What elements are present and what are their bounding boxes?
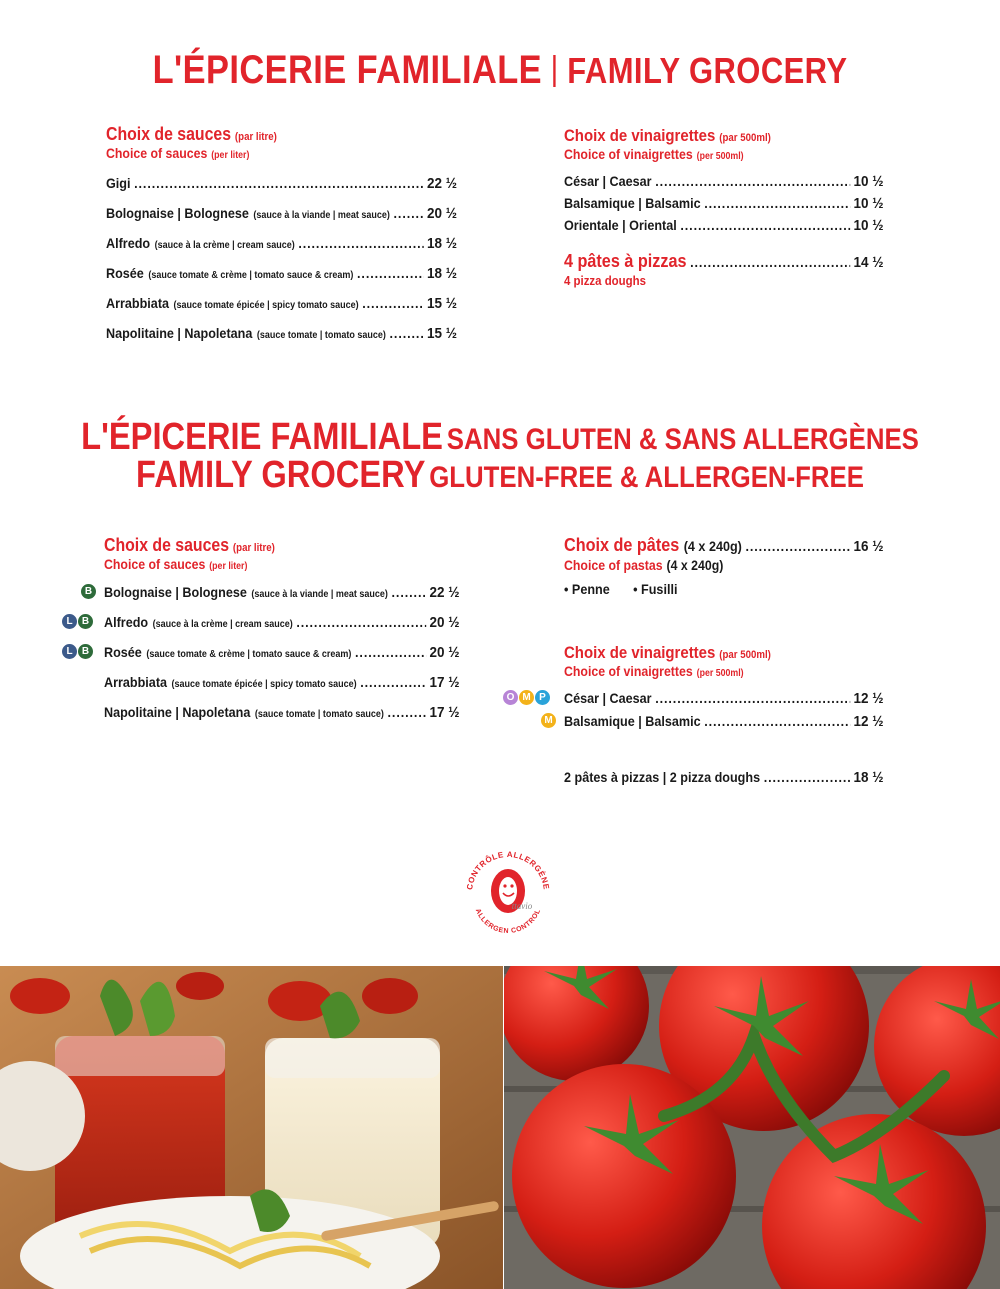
dot-leader — [362, 295, 423, 311]
pastas-qty-en: (4 x 240g) — [666, 557, 724, 573]
dot-leader — [690, 254, 850, 270]
pastas-heading-en: Choice of pastas — [564, 557, 663, 573]
item-price: 15 ½ — [426, 295, 457, 312]
item-price: 17 ½ — [429, 704, 460, 721]
badge-o-icon: O — [503, 690, 518, 705]
menu-row — [564, 173, 884, 190]
item-name: Rosée — [104, 644, 142, 660]
menu-row — [104, 704, 460, 721]
dough-name: 2 pâtes à pizzas | 2 pizza doughs — [564, 769, 761, 785]
item-note: (sauce à la viande | meat sauce) — [251, 589, 388, 600]
item-price: 10 ½ — [853, 173, 884, 190]
sauces-heading — [106, 124, 277, 163]
item-name: Balsamique | Balsamic — [564, 713, 701, 729]
dot-leader — [392, 584, 426, 600]
gf-sauces-unit-en: (per liter) — [209, 561, 248, 572]
pastas-heading-en-wrap — [564, 557, 723, 575]
badge-l-icon: L — [62, 614, 77, 629]
gf-vinaigrettes-heading-fr: Choix de vinaigrettes — [564, 643, 716, 662]
dot-leader — [394, 205, 424, 221]
section2-title-en: FAMILY GROCERY — [136, 454, 426, 496]
pasta-options — [564, 581, 677, 597]
dough-name-en-wrap — [564, 272, 646, 290]
item-price: 22 ½ — [429, 584, 460, 601]
menu-row — [564, 690, 884, 707]
sauces-unit-fr: (par litre) — [234, 131, 277, 143]
sauces-unit-en: (per liter) — [211, 150, 250, 161]
item-price: 12 ½ — [853, 690, 884, 707]
item-name: Napolitaine | Napoletana — [104, 704, 251, 720]
gf-sauces-heading — [104, 535, 275, 574]
menu-row — [106, 295, 457, 312]
section2-title-fr: L'ÉPICERIE FAMILIALE — [81, 416, 443, 458]
menu-row — [106, 205, 457, 222]
item-price: 22 ½ — [426, 175, 457, 192]
dot-leader — [360, 674, 426, 690]
item-note: (sauce tomate & crème | tomato sauce & cream) — [148, 270, 354, 281]
item-name: César | Caesar — [564, 690, 652, 706]
dot-leader — [298, 235, 423, 251]
pasta-option-penne: • Penne — [564, 581, 610, 597]
gf-vinaigrettes-unit-fr: (par 500ml) — [719, 649, 771, 661]
dot-leader — [134, 175, 423, 191]
badge-l-icon: L — [62, 644, 77, 659]
allergen-control-logo — [462, 843, 554, 935]
item-price: 12 ½ — [853, 713, 884, 730]
menu-row — [564, 713, 884, 730]
dot-leader — [388, 704, 426, 720]
item-note: (sauce tomate & crème | tomato sauce & cream) — [146, 649, 352, 660]
sauces-heading-fr: Choix de sauces — [106, 124, 232, 144]
tomatoes-image — [504, 966, 1000, 1289]
item-price: 18 ½ — [426, 265, 457, 282]
item-note: (sauce à la viande | meat sauce) — [253, 210, 390, 221]
item-name: César | Caesar — [564, 173, 652, 189]
item-note: (sauce à la crème | cream sauce) — [154, 240, 295, 251]
allergen-badges — [541, 713, 557, 728]
gf-sauces-heading-en: Choice of sauces — [104, 556, 206, 572]
section2-subtitle-fr: SANS GLUTEN & SANS ALLERGÈNES — [446, 423, 919, 456]
logo-bottom-text: ALLERGEN CONTROL — [473, 907, 543, 935]
allergen-badges — [62, 614, 94, 629]
dot-leader — [355, 644, 426, 660]
badge-b-icon: B — [78, 644, 93, 659]
dot-leader — [357, 265, 423, 281]
gf-vinaigrettes-heading — [564, 643, 771, 681]
badge-b-icon: B — [81, 584, 96, 599]
item-price: 10 ½ — [853, 195, 884, 212]
item-price: 10 ½ — [853, 217, 884, 234]
section2-title-line2 — [70, 454, 930, 497]
vinaigrettes-unit-fr: (par 500ml) — [719, 132, 771, 144]
dough-price: 18 ½ — [853, 769, 884, 786]
pasta-option-fusilli: • Fusilli — [633, 581, 678, 597]
menu-row — [106, 265, 457, 282]
item-price: 20 ½ — [429, 644, 460, 661]
badge-m-icon: M — [541, 713, 556, 728]
item-note: (sauce tomate | tomato sauce) — [256, 330, 386, 341]
item-note: (sauce tomate épicée | spicy tomato sauce) — [173, 300, 359, 311]
item-name: Balsamique | Balsamic — [564, 195, 701, 211]
item-price: 20 ½ — [429, 614, 460, 631]
item-note: (sauce tomate épicée | spicy tomato sauce) — [171, 679, 357, 690]
dough-price: 14 ½ — [853, 254, 884, 271]
badge-b-icon: B — [78, 614, 93, 629]
menu-row — [104, 584, 460, 601]
badge-p-icon: P — [535, 690, 550, 705]
badge-m-icon: M — [519, 690, 534, 705]
menu-row — [104, 644, 460, 661]
pastas-qty-fr: (4 x 240g) — [683, 538, 742, 554]
dough-name-fr: 4 pâtes à pizzas — [564, 251, 687, 271]
logo-graphic — [462, 843, 554, 935]
item-name: Bolognaise | Bolognese — [106, 205, 249, 221]
title-fr: L'ÉPICERIE FAMILIALE — [152, 48, 543, 92]
menu-row — [564, 195, 884, 212]
dot-leader — [704, 713, 850, 729]
dot-leader — [704, 195, 850, 211]
item-name: Gigi — [106, 175, 131, 191]
item-price: 20 ½ — [426, 205, 457, 222]
dot-leader — [655, 690, 850, 706]
gf-pizza-dough-row — [564, 769, 884, 786]
item-price: 17 ½ — [429, 674, 460, 691]
pastas-row — [564, 535, 884, 556]
dot-leader — [680, 217, 849, 233]
dot-leader — [296, 614, 426, 630]
pastas-heading-fr: Choix de pâtes — [564, 535, 680, 555]
sauce-jars-image — [0, 966, 503, 1289]
item-name: Alfredo — [106, 235, 151, 251]
item-name: Rosée — [106, 265, 144, 281]
section2-subtitle-en: GLUTEN-FREE & ALLERGEN-FREE — [429, 461, 864, 494]
menu-row — [104, 674, 460, 691]
gf-vinaigrettes-heading-en: Choice of vinaigrettes — [564, 663, 693, 679]
vinaigrettes-heading-fr: Choix de vinaigrettes — [564, 126, 716, 145]
section2-title-line1 — [70, 416, 930, 459]
vinaigrettes-heading — [564, 126, 771, 164]
title-en: FAMILY GROCERY — [567, 50, 848, 91]
allergen-badges — [503, 690, 551, 705]
dot-leader — [764, 769, 850, 785]
item-note: (sauce tomate | tomato sauce) — [254, 709, 384, 720]
menu-row — [564, 217, 884, 234]
pizza-dough-row — [564, 251, 884, 272]
dot-leader — [390, 325, 424, 341]
item-name: Alfredo — [104, 614, 149, 630]
vinaigrettes-unit-en: (per 500ml) — [696, 151, 744, 162]
item-price: 18 ½ — [426, 235, 457, 252]
menu-row — [106, 325, 457, 342]
item-price: 15 ½ — [426, 325, 457, 342]
menu-row — [104, 614, 460, 631]
item-name: Arrabbiata — [106, 295, 170, 311]
sauces-heading-en: Choice of sauces — [106, 145, 208, 161]
dough-name-en: 4 pizza doughs — [564, 273, 646, 288]
item-name: Orientale | Oriental — [564, 217, 677, 233]
pastas-price: 16 ½ — [853, 538, 884, 555]
allergen-badges — [81, 584, 97, 599]
item-name: Napolitaine | Napoletana — [106, 325, 253, 341]
dot-leader — [655, 173, 850, 189]
vinaigrettes-heading-en: Choice of vinaigrettes — [564, 146, 693, 162]
gf-vinaigrettes-unit-en: (per 500ml) — [696, 668, 744, 679]
menu-row — [106, 235, 457, 252]
allergen-badges — [62, 644, 94, 659]
dot-leader — [745, 538, 849, 554]
title-separator: | — [550, 50, 559, 88]
logo-brand: ttavio — [511, 901, 533, 911]
menu-row — [106, 175, 457, 192]
gf-sauces-unit-fr: (par litre) — [232, 542, 275, 554]
logo-top-text: CONTRÔLE ALLERGÈNE — [465, 849, 551, 891]
item-name: Arrabbiata — [104, 674, 168, 690]
item-note: (sauce à la crème | cream sauce) — [152, 619, 293, 630]
item-name: Bolognaise | Bolognese — [104, 584, 247, 600]
page-title — [70, 48, 930, 93]
gf-sauces-heading-fr: Choix de sauces — [104, 535, 230, 555]
